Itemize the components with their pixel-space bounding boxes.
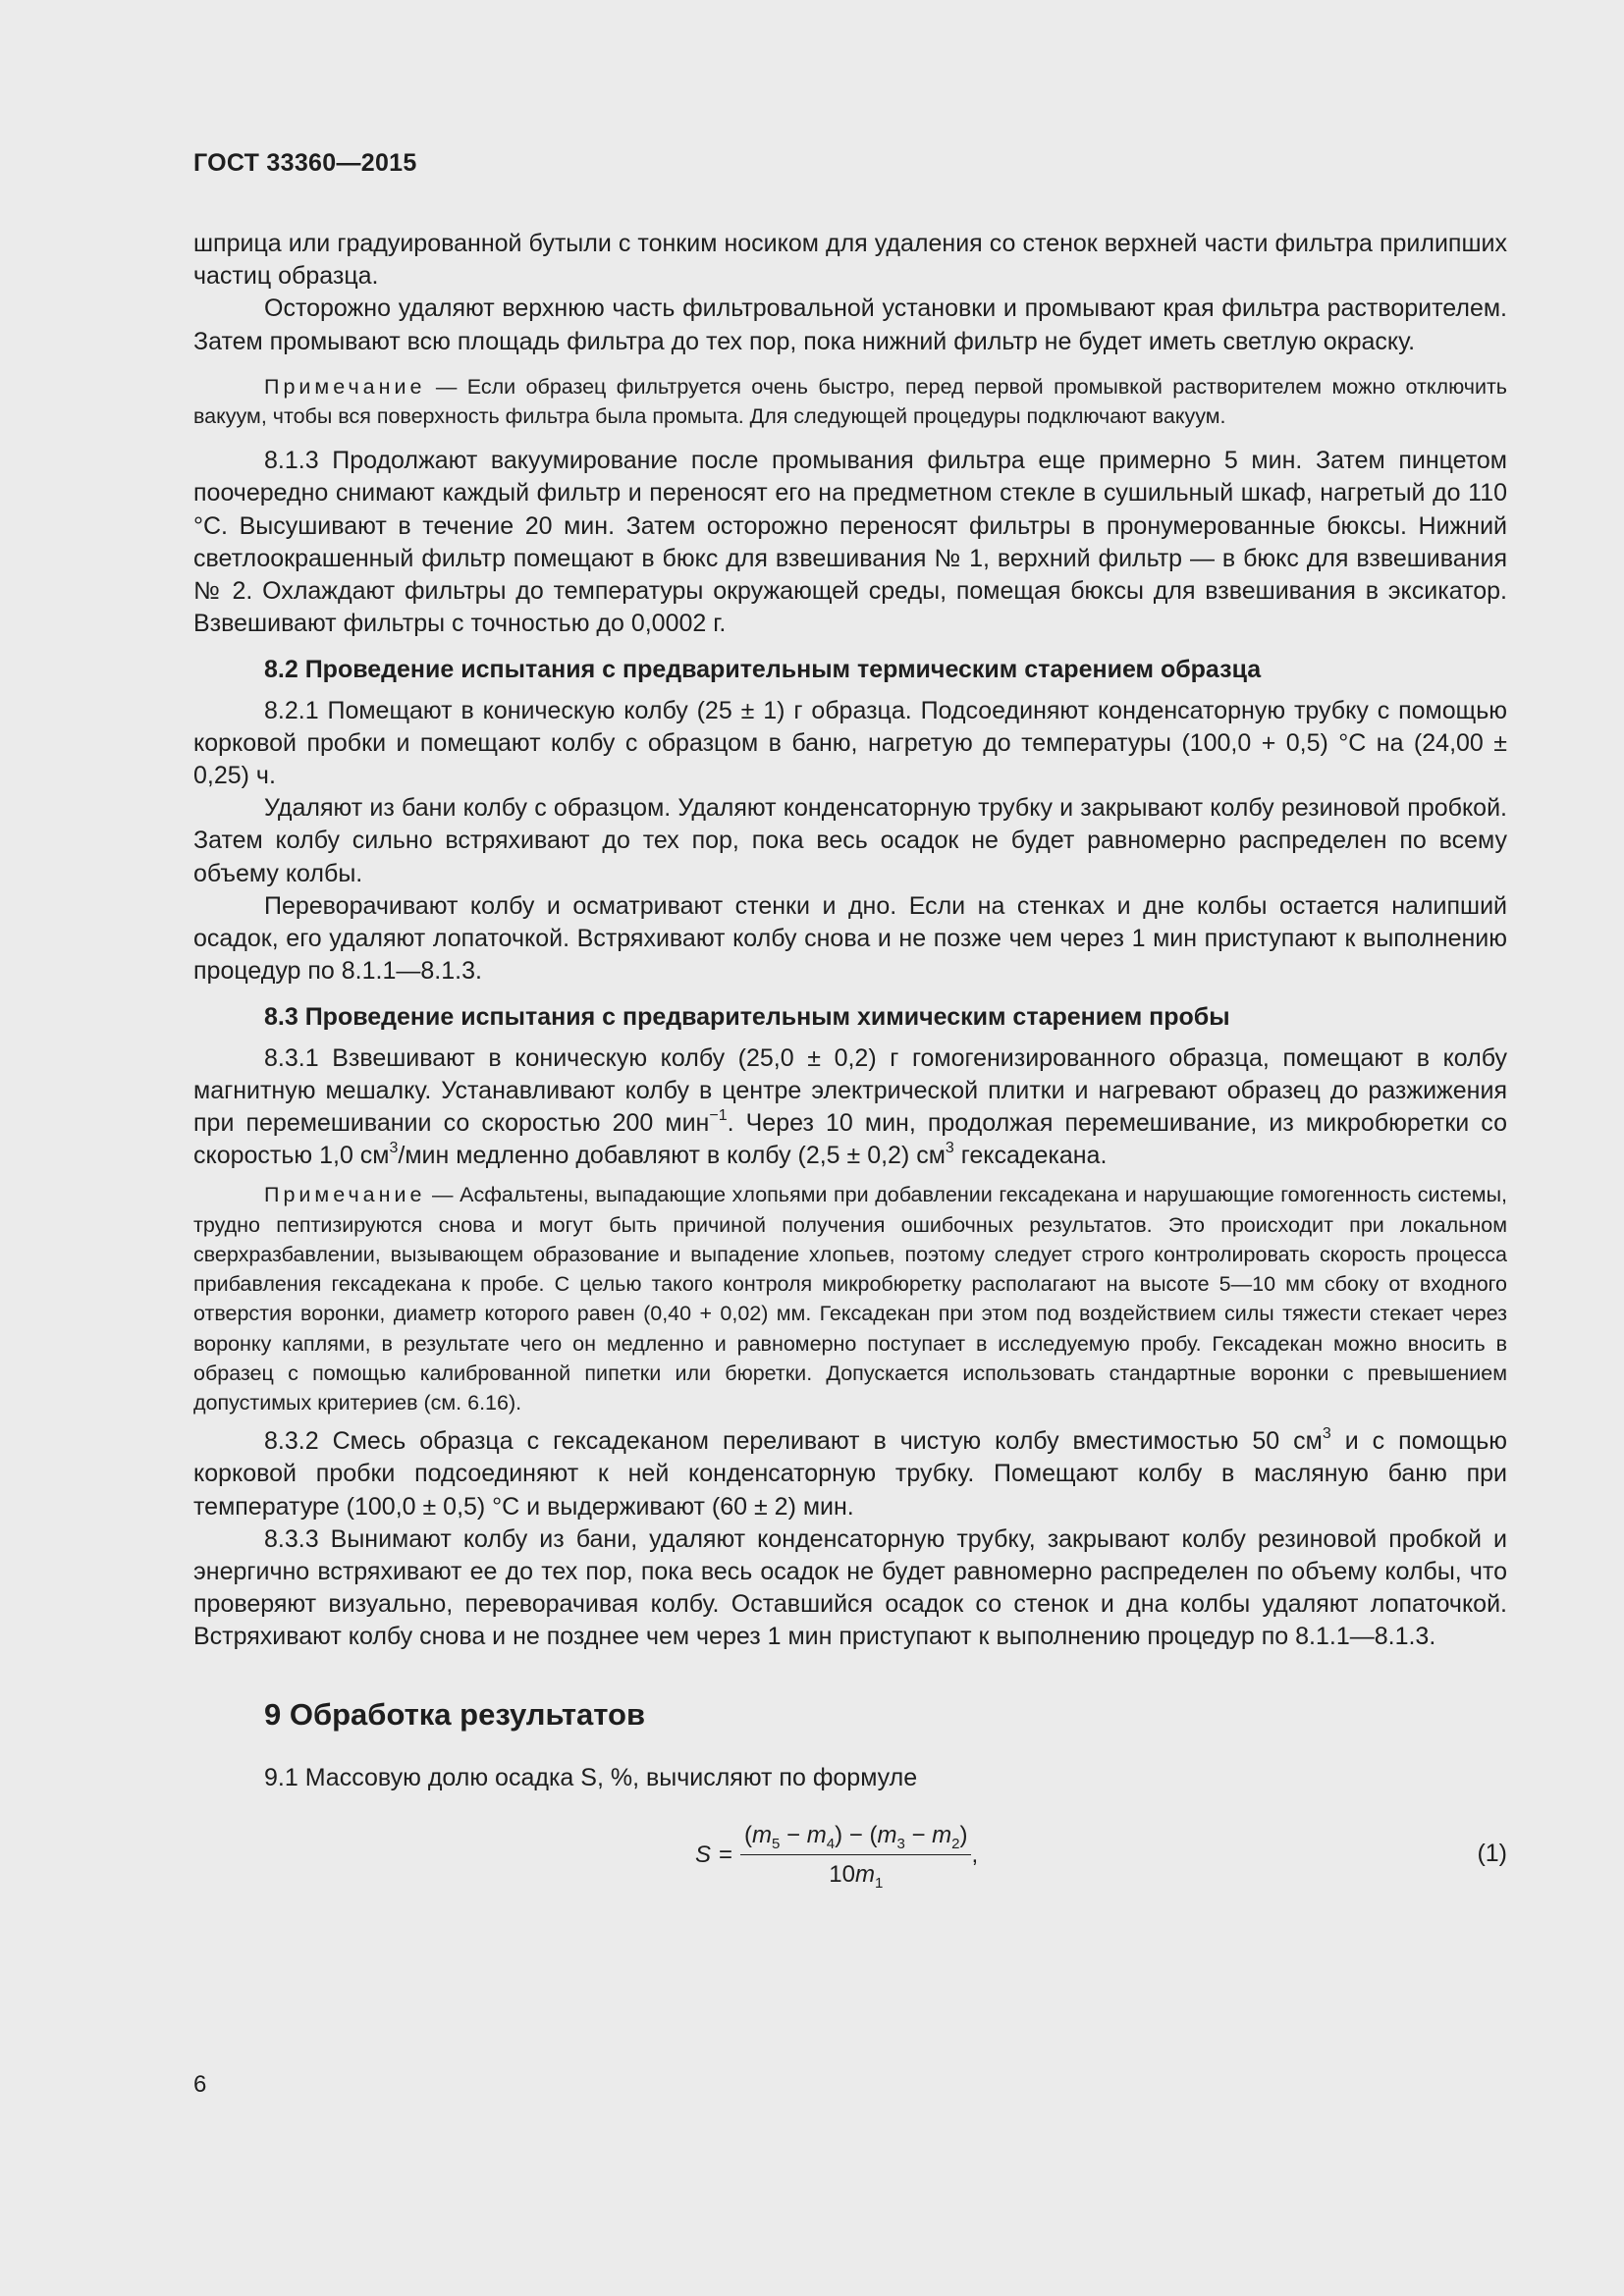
note-2-text: — Асфальтены, выпадающие хлопьями при добавлении гексадекана и нарушающие гомогенность системы, трудно пептизируются снова и могут быть причиной получения ошибочных результатов. Это происходит при локальном сверхразбавлении, вызывающем образование и выпадение хлопьев, поэтому следует строго контролировать скорость процесса прибавления гексадекана к пробе. С целью такого контроля микробюретку располагают на высоте 5—10 мм сбоку от входного отверстия воронки, диаметр которого равен (0,40 + 0,02) мм. Гексадекан при этом под воздействием силы тяжести стекает через воронку каплями, в результате чего он медленно и равномерно поступает в исследуемую пробу. Гексадекан можно вносить в образец с помощью калиброванной пипетки или бюретки. Допускается использовать стандартные воронки с превышением допустимых критериев (см. 6.16). [193, 1183, 1507, 1415]
paragraph-8-2-1-c: Переворачивают колбу и осматривают стенки и дно. Если на стенках и дне колбы остается налипший осадок, его удаляют лопаточкой. Встряхивают колбу снова и не позже чем через 1 мин приступают к выполнению процедур по 8.1.1—8.1.3. [193, 891, 1507, 986]
paragraph-8-3-2-part-a: 8.3.2 Смесь образца с гексадеканом переливают в чистую колбу вместимостью 50 см [264, 1427, 1323, 1456]
page-number: 6 [193, 2071, 207, 2098]
paragraph-8-2-1: 8.2.1 Помещают в коническую колбу (25 ± 1) г образца. Подсоединяют конденсаторную трубку с помощью корковой пробки и помещают колбу с образцом в баню, нагретую до температуры (100,0 + 0,5) °С на (24,00 ± 0,25) ч. [193, 696, 1507, 790]
paragraph-8-3-1-part-b: . Через 10 мин, продолжая перемешивание, из микробюретки со скоростью 1,0 см [193, 1109, 1507, 1170]
paragraph-8-3-1 [193, 1042, 1507, 1173]
note-2 [193, 1180, 1507, 1417]
formula-numerator: $(m_5 - m_4) - (m_3 - m_2)$ [740, 1819, 971, 1855]
document-code: ГОСТ 33360—2015 [193, 149, 417, 177]
paragraph-8-3-1-part-d: гексадекана. [953, 1142, 1108, 1170]
heading-8-3: 8.3 Проведение испытания с предварительным химическим старением пробы [264, 1003, 1230, 1032]
superscript-three: 3 [945, 1140, 954, 1157]
note-2-label: Примечание [264, 1183, 426, 1207]
note-1 [193, 372, 1507, 431]
formula-expression [695, 1816, 978, 1895]
paragraph-8-3-2-part-b: и с помощью корковой пробки подсоединяют к ней конденсаторную трубку. Помещают колбу в масляную баню при температуре (100,0 ± 0,5) °С и выдерживают (60 ± 2) мин. [193, 1427, 1507, 1521]
superscript-minus-one: −1 [709, 1107, 728, 1125]
formula-equals: = [719, 1842, 733, 1869]
superscript-three: 3 [389, 1140, 399, 1157]
paragraph-9-1: 9.1 Массовую долю осадка S, %, вычисляют по формуле [264, 1763, 918, 1791]
paragraph-remove-top: Осторожно удаляют верхнюю часть фильтровальной установки и промывают края фильтра растворителем. Затем промывают всю площадь фильтра до тех пор, пока нижний фильтр не будет иметь светлую окраску. [193, 294, 1507, 355]
paragraph-8-3-1-part-a: 8.3.1 Взвешивают в коническую колбу (25,0 ± 0,2) г гомогенизированного образца, помещают в колбу магнитную мешалку. Устанавливают колбу в центре электрической плитки и нагревают образец до разжижения при перемешивании со скоростью 200 мин [193, 1043, 1507, 1138]
note-1-label: Примечание [264, 374, 426, 399]
superscript-three: 3 [1322, 1425, 1331, 1443]
formula-comma: , [971, 1842, 979, 1869]
formula-denominator: $10m_1$ [829, 1861, 884, 1893]
paragraph-continuation: шприца или градуированной бутыли с тонким носиком для удаления со стенок верхней части фильтра прилипших частиц образца. [193, 230, 1507, 291]
paragraph-8-3-3: 8.3.3 Вынимают колбу из бани, удаляют конденсаторную трубку, закрывают колбу резиновой пробкой и энергично встряхивают ее до тех пор, пока весь осадок не будет равномерно распределен по объему колбы, что проверяют визуально, переворачивая колбу. Оставшийся осадок со стенок и дна колбы удаляют лопаточкой. Встряхивают колбу снова и не позднее чем через 1 мин приступают к выполнению процедур по 8.1.1—8.1.3. [193, 1524, 1507, 1651]
heading-8-2: 8.2 Проведение испытания с предварительным термическим старением образца [264, 656, 1262, 684]
formula-fraction [740, 1819, 971, 1891]
page-content [193, 228, 1507, 1895]
formula-lhs: S [695, 1842, 712, 1869]
paragraph-8-1-3: 8.1.3 Продолжают вакуумирование после промывания фильтра еще примерно 5 мин. Затем пинцетом поочередно снимают каждый фильтр и переносят его на предметном стекле в сушильный шкаф, нагретый до 110 °С. Высушивают в течение 20 мин. Затем осторожно переносят фильтры в пронумерованные бюксы. Нижний светлоокрашенный фильтр помещают в бюкс для взвешивания № 1, верхний фильтр — в бюкс для взвешивания № 2. Охлаждают фильтры до температуры окружающей среды, помещая бюксы для взвешивания в эксикатор. Взвешивают фильтры с точностью до 0,0002 г. [193, 447, 1507, 638]
formula-number: (1) [1477, 1839, 1507, 1867]
heading-9: 9 Обработка результатов [264, 1696, 646, 1732]
formula-1 [193, 1816, 1507, 1895]
paragraph-8-3-1-part-c: /мин медленно добавляют в колбу (2,5 ± 0,2) см [398, 1142, 946, 1170]
paragraph-8-3-2 [193, 1425, 1507, 1523]
note-1-text: — Если образец фильтруется очень быстро, перед первой промывкой растворителем можно отключить вакуум, чтобы вся поверхность фильтра была промыта. Для следующей процедуры подключают вакуум. [193, 374, 1507, 429]
paragraph-8-2-1-b: Удаляют из бани колбу с образцом. Удаляют конденсаторную трубку и закрывают колбу резиновой пробкой. Затем колбу сильно встряхивают до тех пор, пока весь осадок не будет равномерно распределен по всему объему колбы. [193, 794, 1507, 887]
